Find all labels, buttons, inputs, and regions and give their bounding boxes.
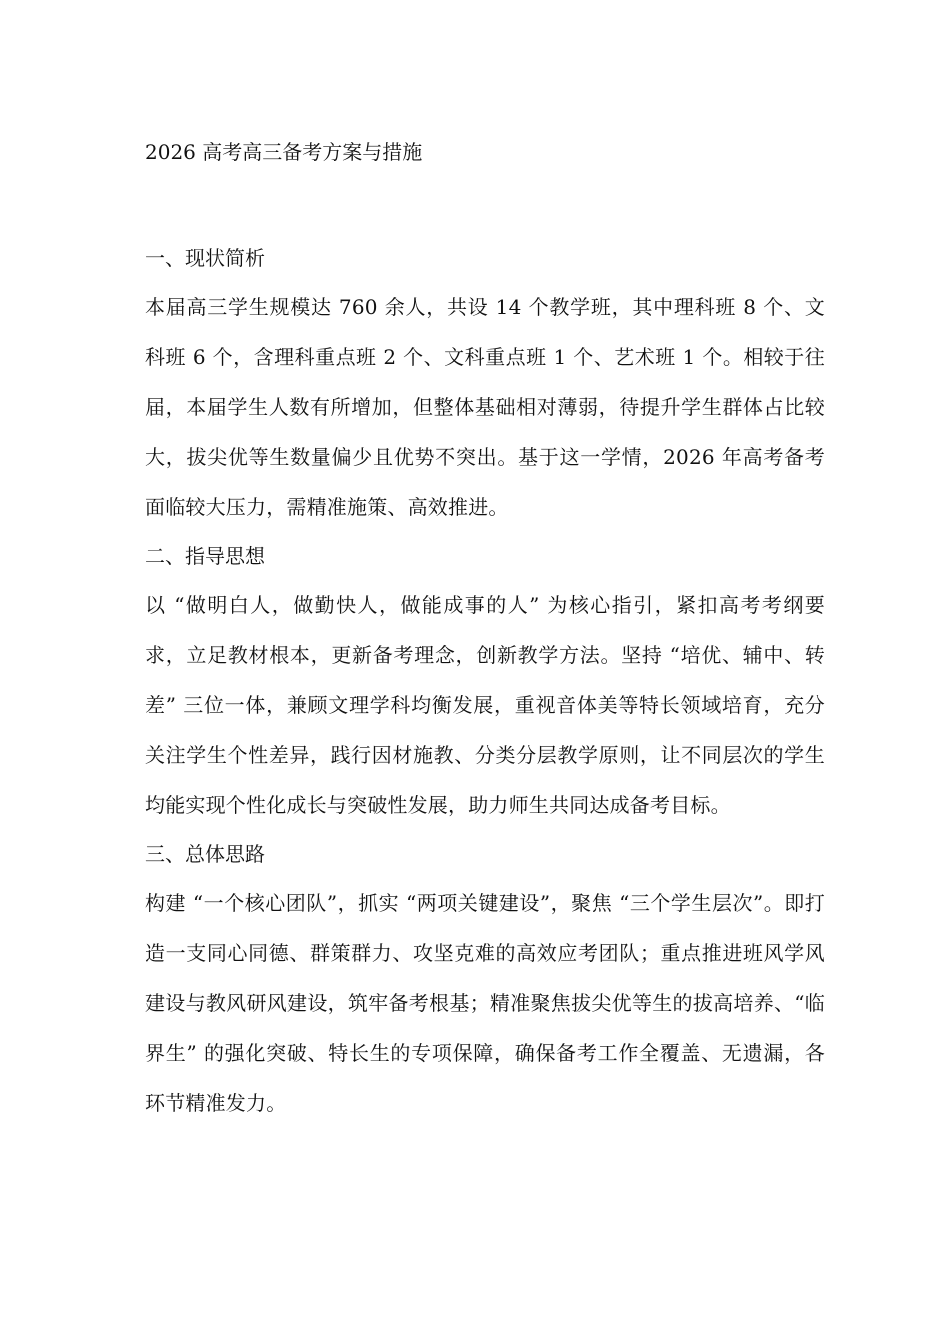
section-heading-overall-approach: 三、总体思路 [145,842,265,866]
document-content [145,128,825,1128]
section-heading-guiding-ideology: 二、指导思想 [145,544,265,568]
section-body-status: 本届高三学生规模达 760 余人，共设 14 个教学班，其中理科班 8 个、文科班 6 个，含理科重点班 2 个、文科重点班 1 个、艺术班 1 个。相较于往届，本届学生人数有所增加，但整体基础相对薄弱，待提升学生群体占比较大，拔尖优等生数量偏少且优势不突出。基于这一学情，2026 年高考备考面临较大压力，需精准施策、高效推进。 [145,295,825,519]
section-body-overall-approach: 构建 “一个核心团队”，抓实 “两项关键建设”，聚焦 “三个学生层次”。即打造一支同心同德、群策群力、攻坚克难的高效应考团队；重点推进班风学风建设与教风研风建设，筑牢备考根基；精准聚焦拔尖优等生的拔高培养、“临界生” 的强化突破、特长生的专项保障，确保备考工作全覆盖、无遗漏，各环节精准发力。 [145,891,825,1115]
document-title: 2026 高考高三备考方案与措施 [145,140,423,164]
section-body-guiding-ideology: 以 “做明白人，做勤快人，做能成事的人” 为核心指引，紧扣高考考纲要求，立足教材根本，更新备考理念，创新教学方法。坚持 “培优、辅中、转差” 三位一体，兼顾文理学科均衡发展，重视音体美等特长领域培育，充分关注学生个性差异，践行因材施教、分类分层教学原则，让不同层次的学生均能实现个性化成长与突破性发展，助力师生共同达成备考目标。 [145,593,825,817]
section-heading-status: 一、现状简析 [145,246,265,270]
